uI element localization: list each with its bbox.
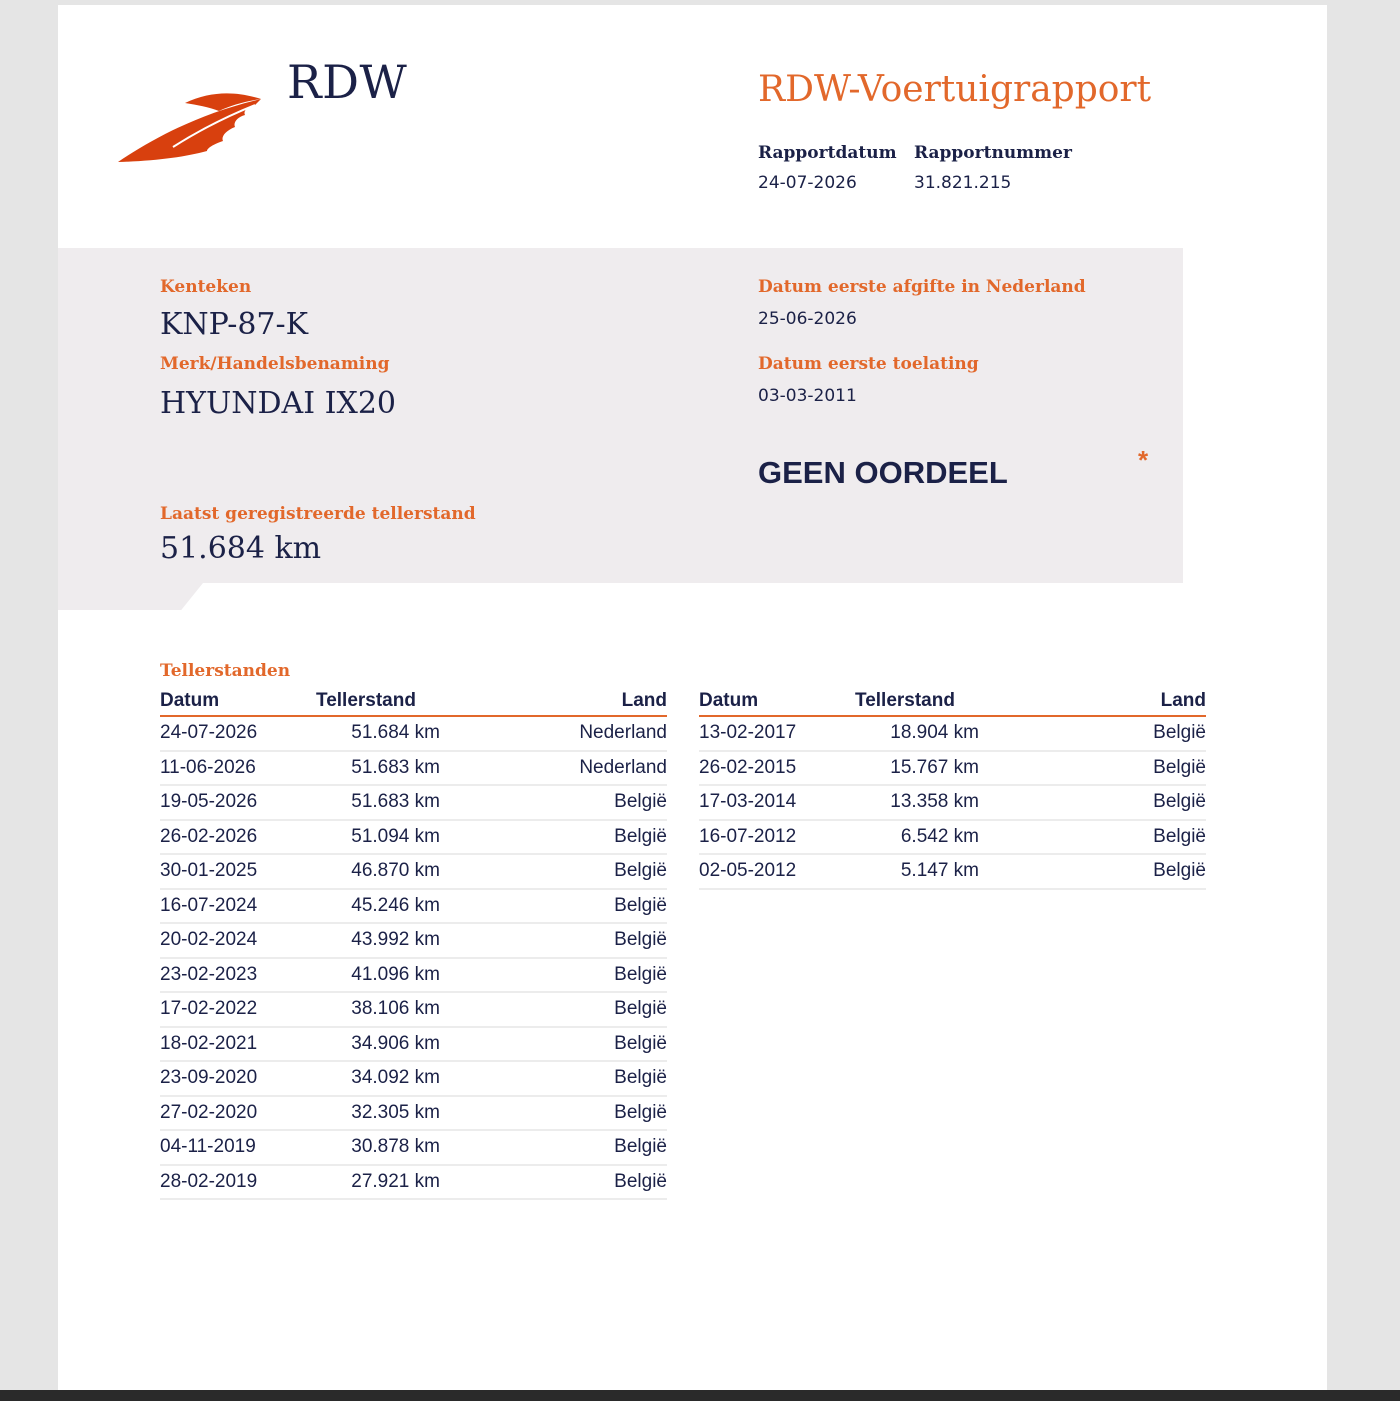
report-title: RDW-Voertuigrapport — [758, 69, 1152, 110]
row-date: 26-02-2015 — [699, 751, 829, 786]
table-row — [160, 716, 667, 751]
row-reading: 32.305 km — [290, 1096, 440, 1131]
table-header-row — [699, 690, 1206, 716]
report-number-label: Rapportnummer — [914, 143, 1072, 163]
column-header-reading: Tellerstand — [829, 690, 979, 716]
table-header-row — [160, 690, 667, 716]
row-country: België — [979, 716, 1206, 751]
row-reading: 34.092 km — [290, 1061, 440, 1096]
odometer-table-right — [699, 690, 1206, 890]
table-row — [160, 751, 667, 786]
make-value: HYUNDAI IX20 — [160, 386, 396, 421]
report-number: 31.821.215 — [914, 173, 1012, 193]
row-country: België — [440, 923, 667, 958]
row-country: België — [440, 1165, 667, 1200]
plate-value: KNP-87-K — [160, 307, 309, 342]
row-country: Nederland — [440, 716, 667, 751]
org-name: RDW — [287, 55, 408, 109]
row-date: 27-02-2020 — [160, 1096, 290, 1131]
row-reading: 51.684 km — [290, 716, 440, 751]
table-row — [699, 854, 1206, 889]
row-reading: 27.921 km — [290, 1165, 440, 1200]
bottom-bar — [0, 1390, 1400, 1401]
row-reading: 15.767 km — [829, 751, 979, 786]
row-country: België — [440, 958, 667, 993]
odometer-label: Laatst geregistreerde tellerstand — [160, 504, 476, 524]
row-date: 16-07-2012 — [699, 820, 829, 855]
rdw-feather-logo-icon — [115, 85, 265, 170]
odometer-section-label: Tellerstanden — [160, 661, 291, 681]
row-date: 13-02-2017 — [699, 716, 829, 751]
odometer-value: 51.684 km — [160, 531, 322, 566]
odometer-table-left — [160, 690, 667, 1200]
panel-tab-decoration — [58, 583, 203, 610]
first-issue-nl-label: Datum eerste afgifte in Nederland — [758, 277, 1086, 297]
table-row — [160, 992, 667, 1027]
row-country: België — [979, 820, 1206, 855]
row-country: Nederland — [440, 751, 667, 786]
report-date-label: Rapportdatum — [758, 143, 897, 163]
row-country: België — [979, 785, 1206, 820]
row-reading: 45.246 km — [290, 889, 440, 924]
row-country: België — [440, 1027, 667, 1062]
row-date: 26-02-2026 — [160, 820, 290, 855]
row-reading: 30.878 km — [290, 1130, 440, 1165]
row-country: België — [979, 751, 1206, 786]
row-date: 24-07-2026 — [160, 716, 290, 751]
column-header-country: Land — [440, 690, 667, 716]
table-row — [160, 1096, 667, 1131]
row-reading: 38.106 km — [290, 992, 440, 1027]
first-admission-value: 03-03-2011 — [758, 386, 857, 406]
row-date: 17-02-2022 — [160, 992, 290, 1027]
first-issue-nl-value: 25-06-2026 — [758, 309, 857, 329]
row-country: België — [440, 820, 667, 855]
row-country: België — [440, 785, 667, 820]
row-reading: 51.683 km — [290, 751, 440, 786]
table-row — [160, 958, 667, 993]
first-admission-label: Datum eerste toelating — [758, 354, 979, 374]
column-header-reading: Tellerstand — [290, 690, 440, 716]
table-row — [160, 1061, 667, 1096]
row-date: 11-06-2026 — [160, 751, 290, 786]
row-reading: 41.096 km — [290, 958, 440, 993]
table-row — [699, 785, 1206, 820]
row-date: 20-02-2024 — [160, 923, 290, 958]
row-country: België — [440, 1096, 667, 1131]
row-reading: 13.358 km — [829, 785, 979, 820]
make-label: Merk/Handelsbenaming — [160, 354, 390, 374]
row-date: 23-09-2020 — [160, 1061, 290, 1096]
row-reading: 51.094 km — [290, 820, 440, 855]
table-row — [699, 716, 1206, 751]
row-date: 02-05-2012 — [699, 854, 829, 889]
row-reading: 43.992 km — [290, 923, 440, 958]
row-date: 23-02-2023 — [160, 958, 290, 993]
row-date: 30-01-2025 — [160, 854, 290, 889]
verdict-value: GEEN OORDEEL — [758, 455, 1008, 490]
row-reading: 5.147 km — [829, 854, 979, 889]
table-row — [160, 785, 667, 820]
verdict-asterisk: * — [1138, 445, 1149, 475]
row-country: België — [440, 889, 667, 924]
table-row — [699, 820, 1206, 855]
column-header-country: Land — [979, 690, 1206, 716]
row-date: 16-07-2024 — [160, 889, 290, 924]
table-row — [160, 854, 667, 889]
row-country: België — [440, 1130, 667, 1165]
table-row — [160, 923, 667, 958]
row-country: België — [979, 854, 1206, 889]
row-reading: 6.542 km — [829, 820, 979, 855]
table-row — [160, 1130, 667, 1165]
column-header-date: Datum — [160, 690, 290, 716]
row-country: België — [440, 992, 667, 1027]
table-row — [699, 751, 1206, 786]
row-reading: 34.906 km — [290, 1027, 440, 1062]
plate-label: Kenteken — [160, 277, 252, 297]
row-date: 19-05-2026 — [160, 785, 290, 820]
report-date: 24-07-2026 — [758, 173, 857, 193]
report-page — [58, 5, 1327, 1390]
row-date: 28-02-2019 — [160, 1165, 290, 1200]
row-country: België — [440, 1061, 667, 1096]
column-header-date: Datum — [699, 690, 829, 716]
row-date: 04-11-2019 — [160, 1130, 290, 1165]
row-reading: 18.904 km — [829, 716, 979, 751]
vehicle-info-panel — [58, 248, 1183, 583]
row-date: 17-03-2014 — [699, 785, 829, 820]
table-row — [160, 1165, 667, 1200]
table-row — [160, 820, 667, 855]
table-row — [160, 1027, 667, 1062]
row-reading: 51.683 km — [290, 785, 440, 820]
table-row — [160, 889, 667, 924]
row-date: 18-02-2021 — [160, 1027, 290, 1062]
row-reading: 46.870 km — [290, 854, 440, 889]
row-country: België — [440, 854, 667, 889]
